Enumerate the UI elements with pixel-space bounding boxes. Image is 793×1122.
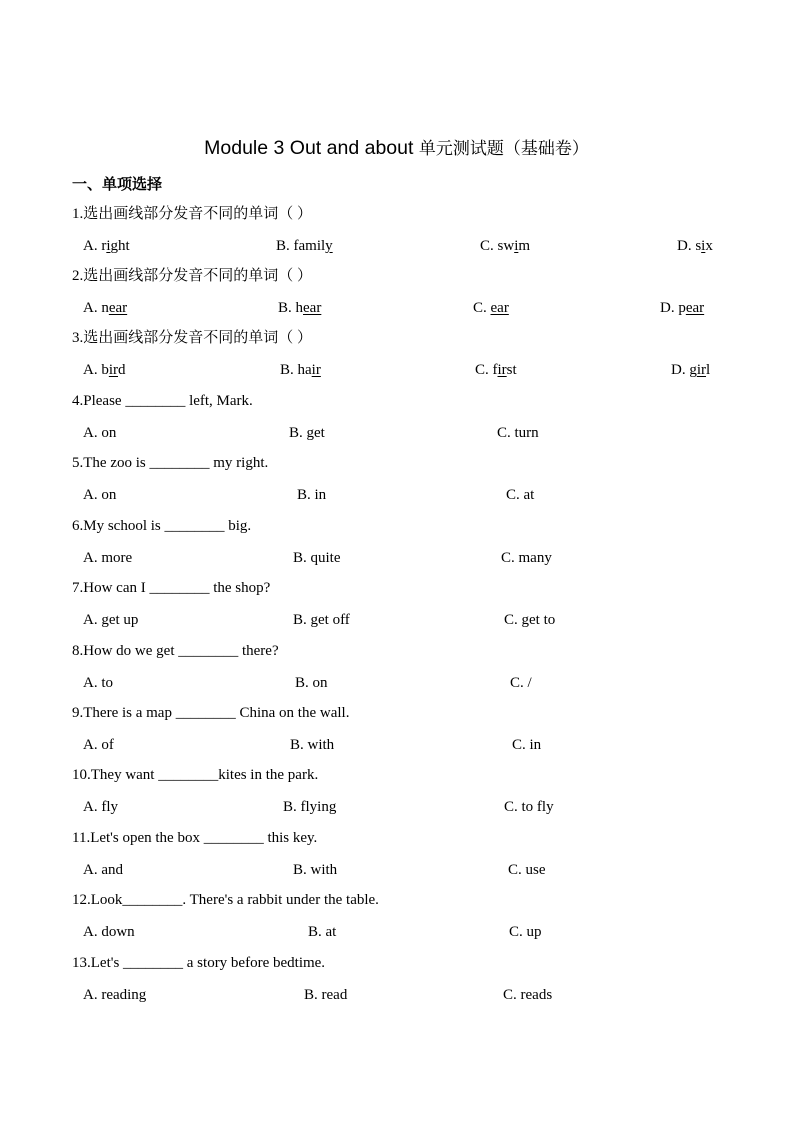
option-b: B. at	[308, 924, 337, 940]
question-1: 1.选出画线部分发音不同的单词（ ）	[72, 206, 313, 222]
question-13: 13.Let's ________ a story before bedtime.	[72, 955, 326, 971]
option-b: B. get	[289, 425, 325, 441]
underlined-letters: ear	[108, 300, 128, 316]
option-c: C. in	[512, 737, 542, 753]
option-c: C. to fly	[504, 799, 554, 815]
option-b: B. on	[295, 675, 328, 691]
underlined-letters: ir	[108, 362, 119, 378]
section-heading: 一、单项选择	[72, 175, 163, 193]
option-a: A. get up	[83, 612, 139, 628]
option-c: C. get to	[504, 612, 556, 628]
option-c: C. many	[501, 550, 552, 566]
underlined-letters: i	[514, 238, 519, 254]
option-b: B. in	[297, 487, 327, 503]
question-9: 9.There is a map ________ China on the wall.	[72, 705, 350, 721]
underlined-letters: ir	[311, 362, 321, 378]
option-c: C. use	[508, 862, 546, 878]
option-c: C. turn	[497, 425, 539, 441]
underlined-letters: ear	[303, 300, 322, 316]
underlined-letters: ear	[685, 300, 705, 316]
option-b: B. family	[276, 238, 333, 254]
option-a: A. and	[83, 862, 123, 878]
title-chinese: 单元测试题（基础卷）	[418, 139, 589, 159]
underlined-letters: ir	[497, 362, 507, 378]
question-7: 7.How can I ________ the shop?	[72, 580, 271, 596]
option-d: D. pear	[660, 300, 705, 316]
option-a: A. on	[83, 487, 117, 503]
option-c: C. reads	[503, 987, 553, 1003]
option-a: A. to	[83, 675, 113, 691]
option-a: A. more	[83, 550, 133, 566]
question-8: 8.How do we get ________ there?	[72, 643, 279, 659]
option-c: C. swim	[480, 238, 531, 254]
page-title	[0, 134, 793, 160]
option-a: A. of	[83, 737, 114, 753]
question-12: 12.Look________. There's a rabbit under the table.	[72, 892, 379, 908]
option-c: C. at	[506, 487, 535, 503]
option-a: A. fly	[83, 799, 118, 815]
option-c: C. first	[475, 362, 517, 378]
option-c: C. /	[510, 675, 532, 691]
underlined-letters: i	[106, 238, 111, 254]
underlined-letters: ir	[696, 362, 707, 378]
option-c: C. ear	[473, 300, 509, 316]
question-2: 2.选出画线部分发音不同的单词（ ）	[72, 268, 313, 284]
title-english: Module 3 Out and about	[204, 137, 414, 159]
option-c: C. up	[509, 924, 542, 940]
option-a: A. reading	[83, 987, 147, 1003]
option-b: B. hair	[280, 362, 321, 378]
option-b: B. quite	[293, 550, 341, 566]
option-b: B. with	[293, 862, 338, 878]
option-b: B. with	[290, 737, 335, 753]
option-a: A. near	[83, 300, 128, 316]
option-a: A. bird	[83, 362, 126, 378]
question-3: 3.选出画线部分发音不同的单词（ ）	[72, 330, 313, 346]
option-d: D. girl	[671, 362, 711, 378]
option-b: B. read	[304, 987, 348, 1003]
underlined-letters: i	[701, 238, 706, 254]
question-10: 10.They want ________kites in the park.	[72, 767, 319, 783]
option-b: B. get off	[293, 612, 350, 628]
question-4: 4.Please ________ left, Mark.	[72, 393, 253, 409]
option-a: A. right	[83, 238, 130, 254]
question-5: 5.The zoo is ________ my right.	[72, 455, 269, 471]
option-b: B. flying	[283, 799, 337, 815]
option-b: B. hear	[278, 300, 322, 316]
option-d: D. six	[677, 238, 713, 254]
underlined-letters: ear	[490, 300, 509, 316]
underlined-letters: y	[325, 238, 333, 254]
option-a: A. on	[83, 425, 117, 441]
question-11: 11.Let's open the box ________ this key.	[72, 830, 318, 846]
question-6: 6.My school is ________ big.	[72, 518, 252, 534]
option-a: A. down	[83, 924, 135, 940]
